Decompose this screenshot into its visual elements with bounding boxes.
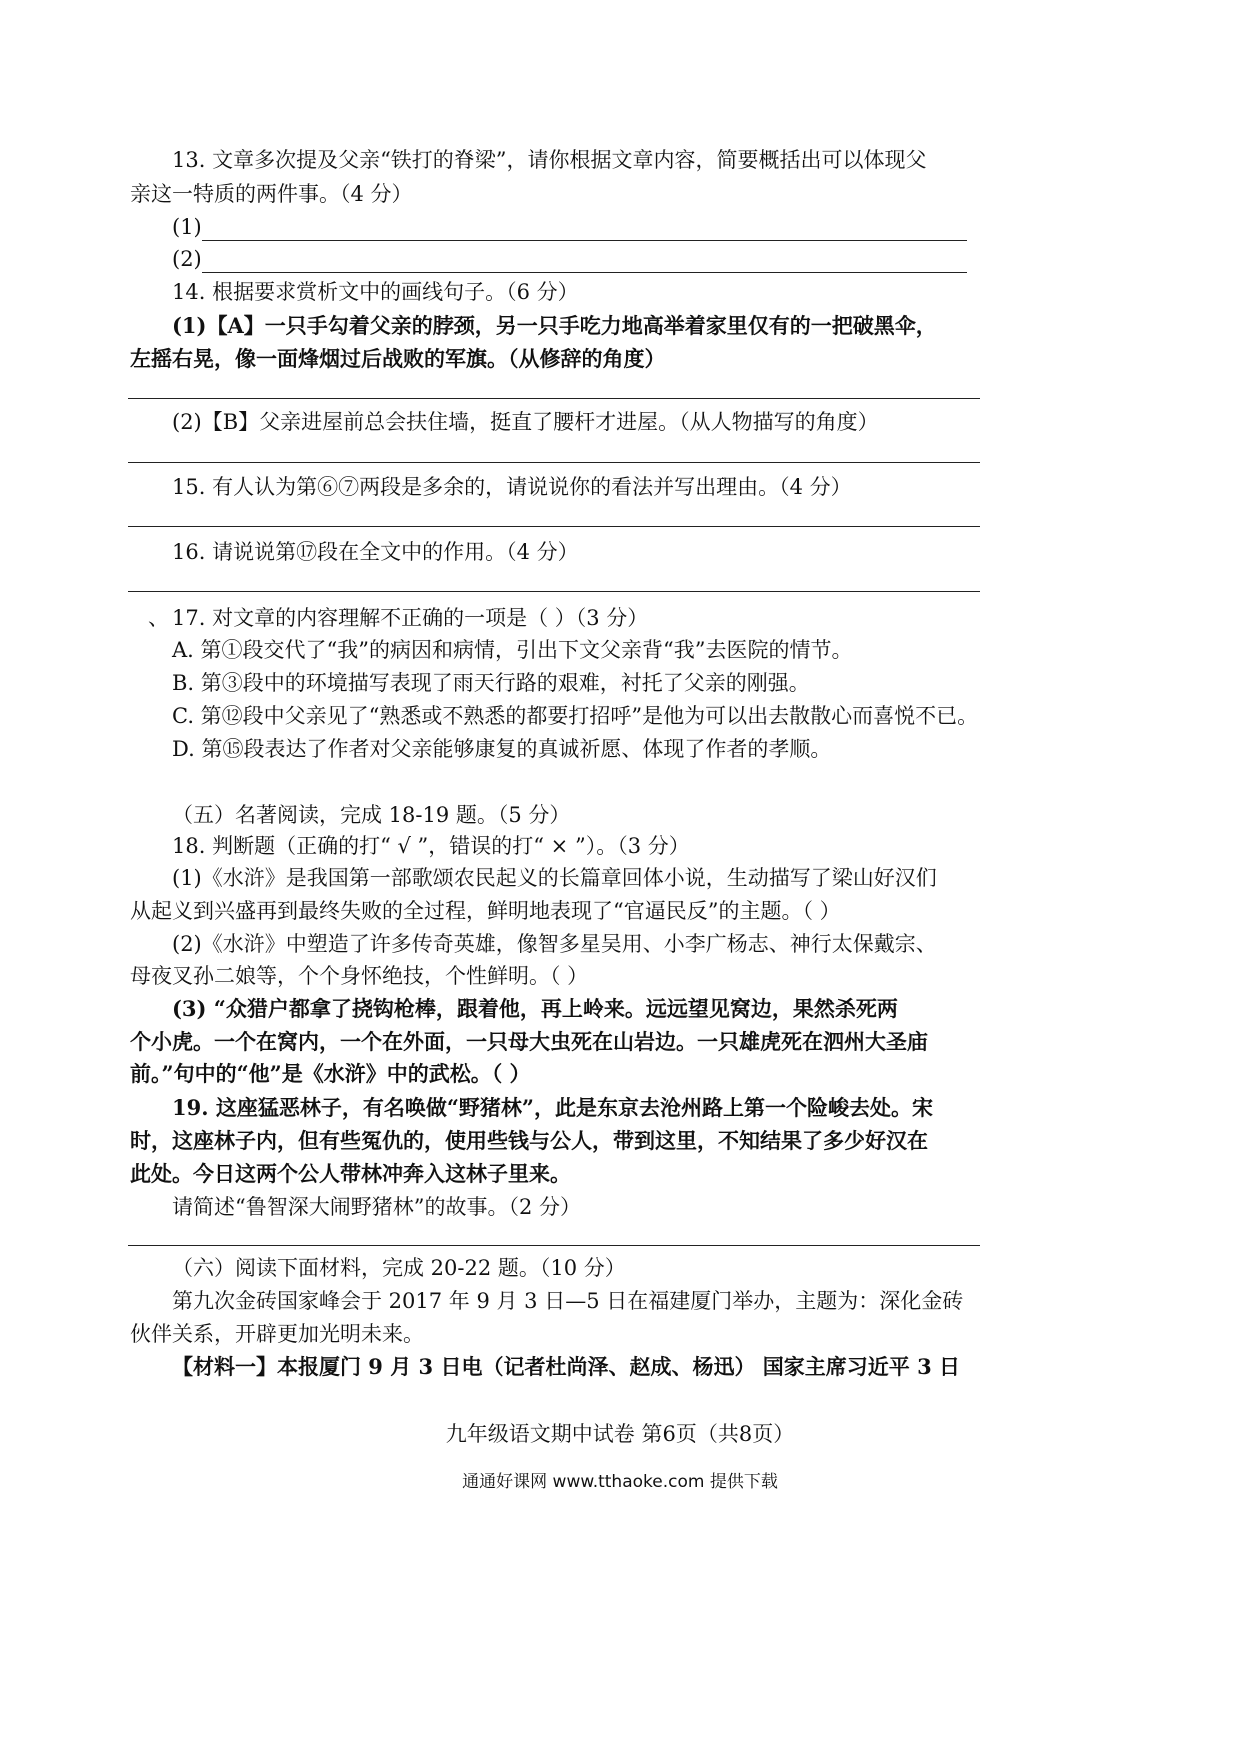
q19-ask: 请简述“鲁智深大闹野猪林”的故事。（2 分） bbox=[172, 1195, 582, 1219]
section6-title: （六）阅读下面材料，完成 20-22 题。（10 分） bbox=[172, 1256, 626, 1280]
q18-3-line1: (3) “众猎户都拿了挠钩枪棒，跟着他，再上岭来。远远望见窝边，果然杀死两 bbox=[172, 996, 898, 1021]
q15-answer-line[interactable] bbox=[128, 526, 980, 527]
q19-line2: 时，这座林子内，但有些冤仇的，使用些钱与公人，带到这里，不知结果了多少好汉在 bbox=[130, 1128, 928, 1153]
q18-1-line2: 从起义到兴盛再到最终失败的全过程，鲜明地表现了“官逼民反”的主题。（ ） bbox=[130, 899, 841, 923]
q15-stem: 15. 有人认为第⑥⑦两段是多余的，请说说你的看法并写出理由。（4 分） bbox=[172, 475, 852, 499]
material1-line: 【材料一】本报厦门 9 月 3 日电（记者杜尚泽、赵成、杨迅） 国家主席习近平 3 日 bbox=[172, 1354, 961, 1379]
q18-2-line2: 母夜叉孙二娘等，个个身怀绝技，个性鲜明。（ ） bbox=[130, 964, 589, 988]
q17-stem: 17. 对文章的内容理解不正确的一项是（ ）（3 分） bbox=[172, 606, 649, 630]
q18-3-line3: 前。”句中的“他”是《水浒》中的武松。（ ） bbox=[130, 1061, 531, 1086]
watermark-footer: 通通好课网 www.tthaoke.com 提供下载 bbox=[462, 1472, 778, 1492]
q17-option-b: B. 第③段中的环境描写表现了雨天行路的艰难，衬托了父亲的刚强。 bbox=[172, 671, 810, 695]
q18-3-line2: 个小虎。一个在窝内，一个在外面，一只母大虫死在山岩边。一只雄虎死在泗州大圣庙 bbox=[130, 1029, 928, 1054]
q13-answer-2-label: (2) bbox=[172, 247, 202, 271]
q13-answer-2[interactable] bbox=[172, 245, 967, 273]
q19-answer-line[interactable] bbox=[128, 1245, 980, 1246]
q14-a-answer-line[interactable] bbox=[128, 398, 980, 399]
q13-answer-1[interactable] bbox=[172, 213, 967, 241]
q14-b-line: (2)【B】父亲进屋前总会扶住墙，挺直了腰杆才进屋。（从人物描写的角度） bbox=[172, 410, 879, 434]
q14-stem: 14. 根据要求赏析文中的画线句子。（6 分） bbox=[172, 280, 579, 304]
section5-title: （五）名著阅读，完成 18-19 题。（5 分） bbox=[172, 803, 571, 827]
q18-1-line1: (1)《水浒》是我国第一部歌颂农民起义的长篇章回体小说，生动描写了梁山好汉们 bbox=[172, 866, 937, 890]
q13-line1: 13. 文章多次提及父亲“铁打的脊梁”，请你根据文章内容，简要概括出可以体现父 bbox=[172, 148, 927, 172]
q16-stem: 16. 请说说第⑰段在全文中的作用。（4 分） bbox=[172, 540, 579, 564]
q16-answer-line[interactable] bbox=[128, 591, 980, 592]
page-footer: 九年级语文期中试卷 第6页（共8页） bbox=[445, 1422, 795, 1446]
q19-line3: 此处。今日这两个公人带林冲奔入这林子里来。 bbox=[130, 1161, 571, 1186]
q17-mark: 、 bbox=[148, 606, 169, 630]
q14-b-answer-line[interactable] bbox=[128, 462, 980, 463]
q18-2-line1: (2)《水浒》中塑造了许多传奇英雄，像智多星吴用、小李广杨志、神行太保戴宗、 bbox=[172, 932, 937, 956]
q13-answer-1-label: (1) bbox=[172, 215, 202, 239]
q17-option-d: D. 第⑮段表达了作者对父亲能够康复的真诚祈愿、体现了作者的孝顺。 bbox=[172, 737, 832, 761]
q17-option-c: C. 第⑫段中父亲见了“熟悉或不熟悉的都要打招呼”是他为可以出去散散心而喜悦不已。 bbox=[172, 704, 979, 728]
section6-intro-line2: 伙伴关系，开辟更加光明未来。 bbox=[130, 1322, 424, 1346]
q14-a-line2: 左摇右晃，像一面烽烟过后战败的军旗。（从修辞的角度） bbox=[130, 346, 666, 371]
section6-intro-line1: 第九次金砖国家峰会于 2017 年 9 月 3 日—5 日在福建厦门举办，主题为：深化金砖 bbox=[172, 1289, 964, 1313]
q14-a-line1: (1)【A】一只手勾着父亲的脖颈，另一只手吃力地高举着家里仅有的一把破黑伞， bbox=[172, 313, 937, 338]
q18-stem: 18. 判断题（正确的打“ √ ”，错误的打“ × ”）。（3 分） bbox=[172, 834, 690, 858]
q17-option-a: A. 第①段交代了“我”的病因和病情，引出下文父亲背“我”去医院的情节。 bbox=[172, 638, 853, 662]
q13-line2: 亲这一特质的两件事。（4 分） bbox=[130, 182, 413, 206]
q19-line1: 19. 这座猛恶林子，有名唤做“野猪林”，此是东京去沧州路上第一个险峻去处。宋 bbox=[172, 1095, 934, 1120]
